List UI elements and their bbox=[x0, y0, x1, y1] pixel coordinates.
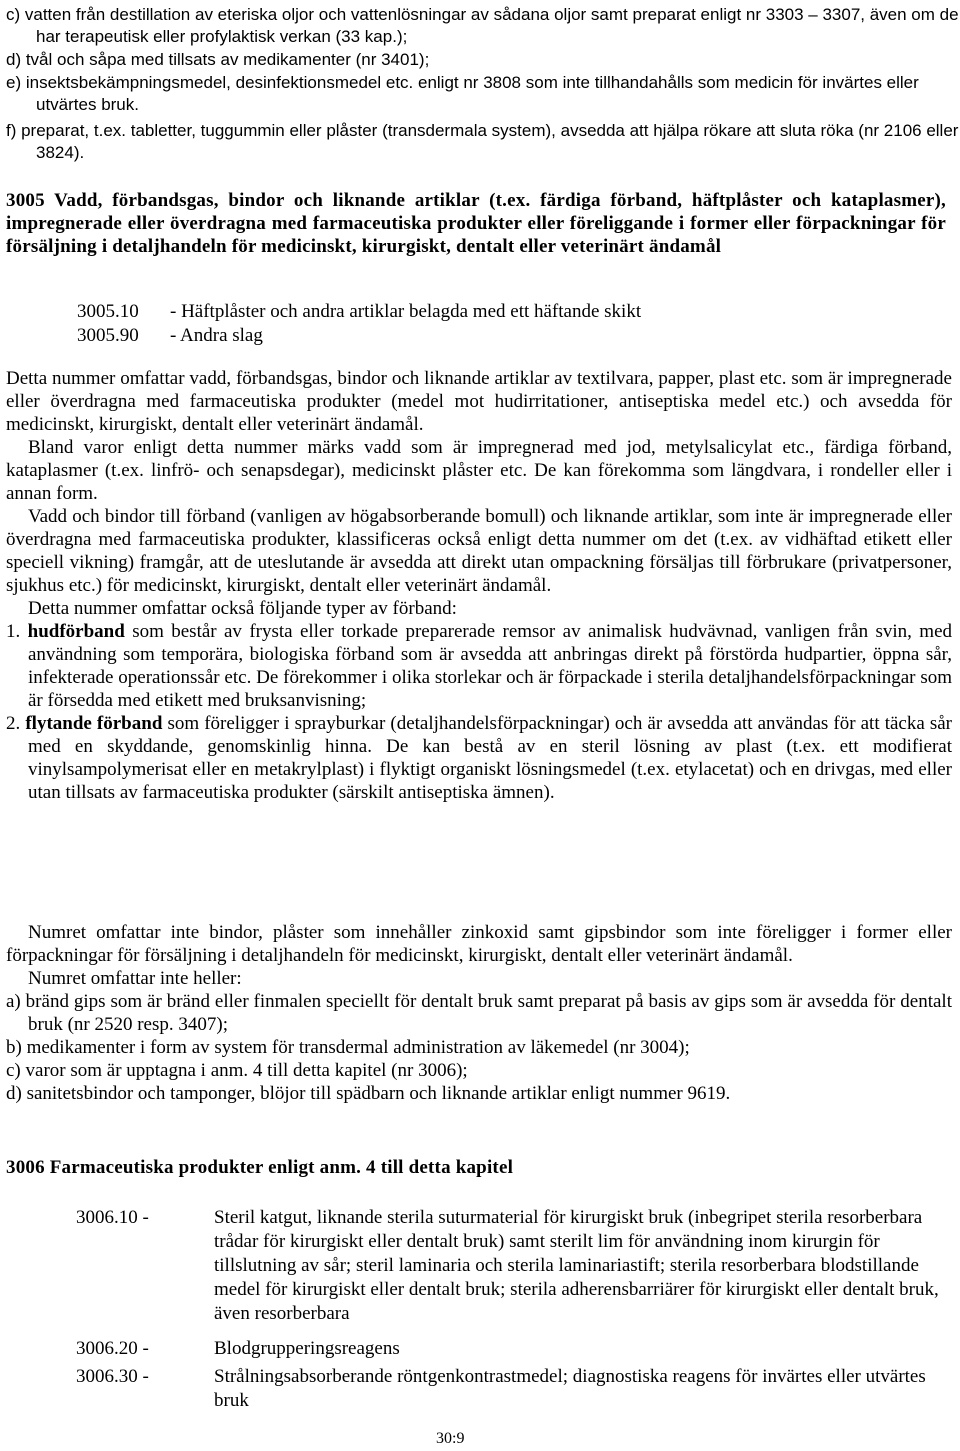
subheading-desc: Blodgrupperingsreagens bbox=[214, 1338, 400, 1359]
heading-3005: 3005 Vadd, förbandsgas, bindor och liknande artiklar (t.ex. färdiga förband, häftplåster och kataplasmer), impregnerade eller överdragna med farmaceutiska produkter eller föreliggande i former eller förpackningar för försäljning i detaljhandeln för medicinskt, kirurgiskt, dentalt eller veterinärt ändamål bbox=[6, 190, 946, 257]
item-text: som föreligger i sprayburkar (detaljhandelsförpackningar) och är avsedda att användas för att täcka sår med en skyddande, genomskinlig hinna. De kan bestå av en steril lösning av plast (t.ex. ett modifierat vinylsampolymerisat eller en metakrylplast) i flyktigt organiskt lösningsmedel (t.ex. etylacetat) och en drivgas, med eller utan tillsats av farmaceutiska produkter (särskilt antiseptiska ämnen). bbox=[28, 713, 953, 803]
explanatory-notes bbox=[6, 367, 952, 804]
subheading-desc: Strålningsabsorberande röntgenkontrastmedel; diagnostiska reagens för invärtes eller utvärtes bruk bbox=[214, 1366, 926, 1411]
exclusion-item: d) sanitetsbindor och tamponger, blöjor till spädbarn och liknande artiklar enligt nummer 9619. bbox=[6, 1083, 731, 1104]
page-number: 30:9 bbox=[436, 1430, 465, 1447]
heading-3006: 3006 Farmaceutiska produkter enligt anm. 4 till detta kapitel bbox=[6, 1157, 514, 1178]
subheading-code: 3005.90 bbox=[77, 325, 139, 346]
paragraph: Numret omfattar inte bindor, plåster som innehåller zinkoxid samt gipsbindor som inte föreligger i former eller förpackningar för försäljning i detaljhandeln för medicinskt, kirurgiskt, dentalt eller veterinärt ändamål. bbox=[6, 922, 952, 966]
subheading-code: 3006.30 - bbox=[76, 1366, 149, 1387]
paragraph: Detta nummer omfattar också följande typer av förband: bbox=[28, 598, 457, 619]
item-number: 2. bbox=[6, 713, 21, 734]
exclusion-item: b) medikamenter i form av system för transdermal administration av läkemedel (nr 3004); bbox=[6, 1037, 690, 1058]
exclusions-block bbox=[6, 921, 952, 1105]
exclusion-item-c: c) vatten från destillation av eteriska oljor och vattenlösningar av sådana oljor samt preparat enligt nr 3303 – 3307, även om de har terapeutisk eller profylaktisk verkan (33 kap.); bbox=[6, 5, 959, 46]
dressing-type-item bbox=[6, 620, 952, 712]
item-term: hudförband bbox=[27, 621, 125, 642]
subheading-row bbox=[77, 324, 263, 347]
dressing-type-item bbox=[6, 712, 952, 804]
subheading-desc: - Häftplåster och andra artiklar belagda med ett häftande skikt bbox=[170, 301, 642, 322]
item-text: som består av frysta eller torkade preparerade remsor av animalisk hudvävnad, vanligen från svin, med användning som temporära, biologiska förband som är avsedda att anbringas direkt på förstörda hudpartier, öppna sår, infekterade operationssår etc. De förekommer i olika storlekar och är förpackade i sterila detaljhandelsförpackningar som är försedda med etikett med bruksanvisning; bbox=[28, 621, 953, 711]
subheading-code: 3006.20 - bbox=[76, 1338, 149, 1359]
paragraph: Numret omfattar inte heller: bbox=[28, 968, 242, 989]
subheading-desc: - Andra slag bbox=[170, 325, 263, 346]
paragraph: Detta nummer omfattar vadd, förbandsgas, bindor och liknande artiklar av textilvara, papper, plast etc. som är impregnerade eller överdragna med farmaceutiska produkter (medel mot hudirritationer, antiseptiska medel etc.) och avsedda för medicinskt, kirurgiskt, dentalt eller veterinärt ändamål. bbox=[6, 368, 952, 435]
subheading-code: 3005.10 bbox=[77, 301, 139, 322]
exclusion-item-f: f) preparat, t.ex. tabletter, tuggummin eller plåster (transdermala system), avsedda att hjälpa rökare att sluta röka (nr 2106 eller 3824). bbox=[6, 121, 959, 162]
exclusion-item: c) varor som är upptagna i anm. 4 till detta kapitel (nr 3006); bbox=[6, 1060, 468, 1081]
subheading-desc: Steril katgut, liknande sterila suturmaterial för kirurgiskt bruk (inbegripet sterila resorberbara trådar för kirurgiskt eller dentalt bruk) samt sterilt lim för användning inom kirurgin för tillslutning av sår; steril laminaria och sterila laminariastift; sterila resorberbara blodstillande medel för kirurgiskt eller dentalt bruk; sterila adherensbarriärer för kirurgiskt eller dentalt bruk, även resorberbara bbox=[214, 1207, 939, 1324]
item-term: flytande förband bbox=[25, 713, 163, 734]
subheading-row bbox=[77, 300, 641, 323]
exclusion-item: a) bränd gips som är bränd eller finmalen speciellt för dentalt bruk samt preparat på basis av gips som är avsedda för dentalt bruk (nr 2520 resp. 3407); bbox=[6, 991, 952, 1035]
paragraph: Bland varor enligt detta nummer märks vadd som är impregnerad med jod, metylsalicylat etc., färdiga förband, kataplasmer (t.ex. linfrö- och senapsdegar), medicinskt plåster etc. De kan förekomma som längdvara, i rondeller eller i annan form. bbox=[6, 437, 952, 504]
paragraph: Vadd och bindor till förband (vanligen av högabsorberande bomull) och liknande artiklar, som inte är impregnerade eller överdragna med farmaceutiska produkter, klassificeras också enligt detta nummer om det (t.ex. av vidhäftad etikett eller speciell vikning) framgår, att de uteslutande är avsedda att direkt utan ompackning försäljas till förbrukare (privatpersoner, sjukhus etc.) för medicinskt, kirurgiskt, dentalt eller veterinärt ändamål. bbox=[6, 506, 952, 596]
exclusion-item-e: e) insektsbekämpningsmedel, desinfektionsmedel etc. enligt nr 3808 som inte tillhandahålls som medicin för invärtes eller utvärtes bruk. bbox=[6, 73, 919, 114]
item-number: 1. bbox=[6, 621, 21, 642]
exclusion-item-d: d) tvål och såpa med tillsats av medikamenter (nr 3401); bbox=[6, 50, 430, 69]
subheading-code: 3006.10 - bbox=[76, 1207, 149, 1228]
